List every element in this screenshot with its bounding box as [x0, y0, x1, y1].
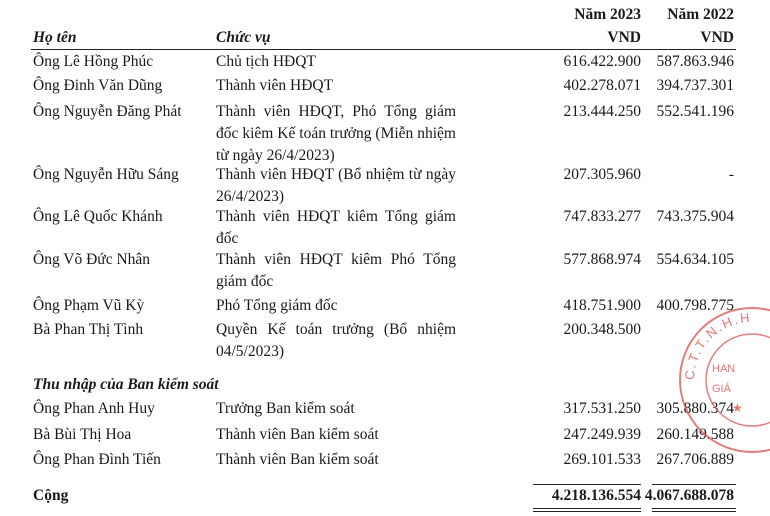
total-value-2023: 4.218.136.554 [551, 487, 641, 504]
total-double-rule-2022-a [652, 508, 736, 509]
row-value-2022: - [728, 166, 734, 183]
column-header-name: Họ tên [33, 29, 77, 46]
year-2023-header: Năm 2023 [574, 6, 641, 23]
row-value-2023: 402.278.071 [563, 77, 641, 94]
row-value-2022: 554.634.105 [656, 251, 734, 268]
row-value-2022: 394.737.301 [656, 77, 734, 94]
stamp-ring-text: C.T.T.N.H.H [681, 309, 753, 381]
row-name: Ông Phạm Vũ Kỳ [33, 297, 145, 314]
row-value-2022: 305.880.374 [656, 400, 734, 417]
row-name: Ông Nguyễn Hữu Sáng [33, 166, 179, 183]
row-position: Thành viên Ban kiểm soát [216, 426, 379, 443]
row-value-2023: 269.101.533 [563, 451, 641, 468]
row-name: Ông Nguyễn Đăng Phát [33, 103, 182, 120]
row-name: Bà Phan Thị Tình [33, 321, 144, 338]
row-position: Thành viên HĐQT, Phó Tổng giám đốc kiêm Kế toán trưởng (Miễn nhiệm từ ngày 26/4/2023) [216, 103, 456, 164]
row-value-2023: 213.444.250 [563, 103, 641, 120]
row-value-2023: 207.305.960 [563, 166, 641, 183]
row-value-2023: 247.249.939 [563, 426, 641, 443]
row-value-2023: 200.348.500 [563, 321, 641, 338]
row-value-2022: 743.375.904 [656, 208, 734, 225]
row-position: Thành viên HĐQT kiêm Phó Tổng giám đốc [216, 251, 456, 290]
row-value-2023: 577.868.974 [563, 251, 641, 268]
header-divider [31, 49, 736, 50]
row-name: Ông Võ Đức Nhân [33, 251, 151, 268]
row-name: Ông Lê Quốc Khánh [33, 208, 163, 225]
row-value-2022: 587.863.946 [656, 53, 734, 70]
section-title: Thu nhập của Ban kiểm soát [33, 376, 219, 393]
year-2022-header: Năm 2022 [667, 6, 734, 23]
row-position: Thành viên HĐQT [216, 77, 334, 94]
company-stamp [672, 300, 770, 460]
stamp-inner-text-1: HAN [712, 363, 736, 375]
row-name: Ông Phan Đình Tiến [33, 451, 161, 468]
total-label: Cộng [33, 487, 69, 504]
total-double-rule-2023-b [533, 511, 641, 512]
column-header-position: Chức vụ [216, 29, 271, 46]
row-value-2023: 747.833.277 [563, 208, 641, 225]
stamp-inner-text-2: GIÁ [712, 383, 731, 395]
unit-2023-header: VND [607, 29, 641, 46]
row-value-2023: 616.422.900 [563, 53, 641, 70]
row-name: Ông Lê Hồng Phúc [33, 53, 154, 70]
row-value-2022: 400.798.775 [656, 297, 734, 314]
row-position: Chủ tịch HĐQT [216, 53, 316, 70]
row-position: Thành viên HĐQT kiêm Tổng giám đốc [216, 208, 456, 247]
row-value-2023: 317.531.250 [563, 400, 641, 417]
row-name: Ông Đinh Văn Dũng [33, 77, 163, 94]
total-double-rule-2022-b [652, 511, 736, 512]
total-value-2022: 4.067.688.078 [644, 487, 734, 504]
row-value-2022: 260.149.588 [656, 426, 734, 443]
row-name: Ông Phan Anh Huy [33, 400, 155, 417]
stamp-star-icon: ★ [732, 401, 743, 415]
row-position: Thành viên HĐQT (Bổ nhiệm từ ngày 26/4/2023) [216, 166, 456, 205]
row-value-2023: 418.751.900 [563, 297, 641, 314]
row-position: Phó Tổng giám đốc [216, 297, 338, 314]
row-name: Bà Bùi Thị Hoa [33, 426, 132, 443]
total-double-rule-2023-a [533, 508, 641, 509]
row-position: Trưởng Ban kiểm soát [216, 400, 355, 417]
row-position: Thành viên Ban kiểm soát [216, 451, 379, 468]
row-value-2022: 552.541.196 [656, 103, 734, 120]
unit-2022-header: VND [700, 29, 734, 46]
row-position: Quyền Kế toán trưởng (Bổ nhiệm 04/5/2023) [216, 321, 456, 360]
row-value-2022: 267.706.889 [656, 451, 734, 468]
